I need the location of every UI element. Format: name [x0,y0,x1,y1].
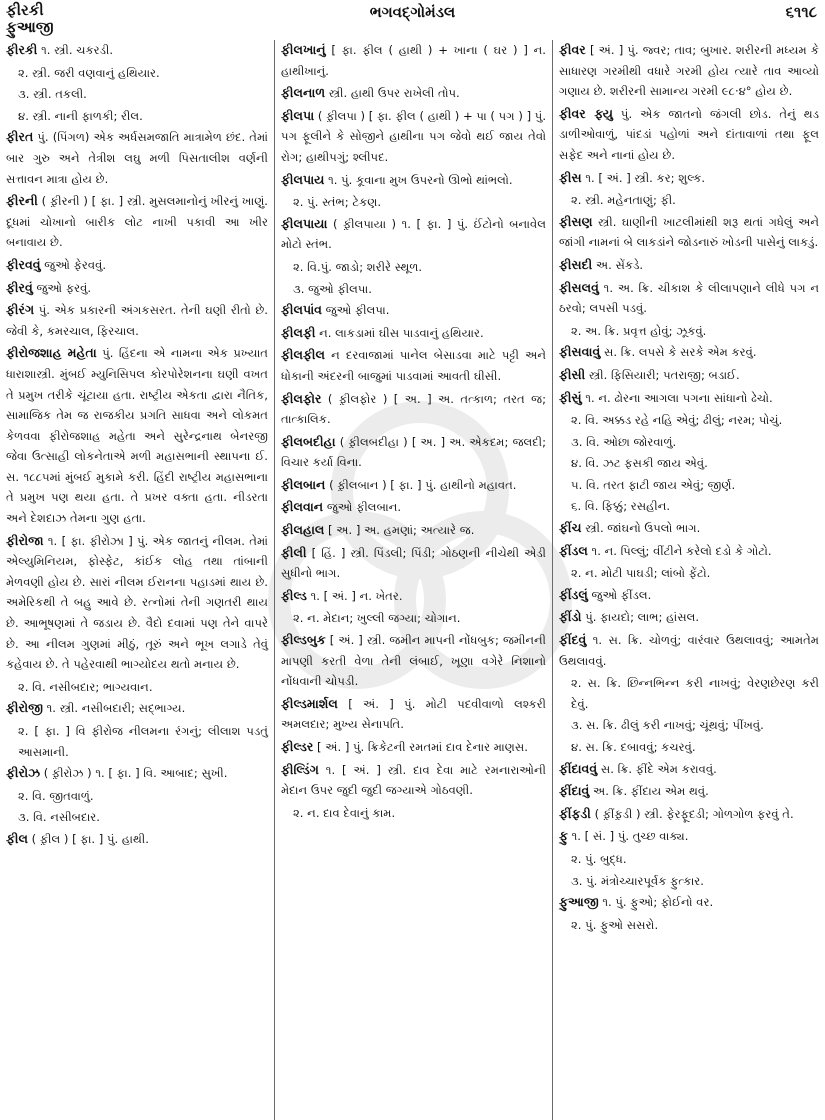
dictionary-entry [281,475,546,496]
entry-sense: ૩. જુઓ ફીલપા. [293,281,372,296]
column-middle [274,40,552,1120]
dictionary-entry [281,214,546,255]
entry-headword: ફીંડો [559,609,582,625]
column-right [552,40,825,1120]
entry-headword: ફીલપાયા [281,215,328,231]
entry-headword: ફીરોજશાહ મહેતા [6,345,97,361]
entry-headword: ફીલ્ડબુક [281,632,326,648]
dictionary-entry [6,191,268,253]
entry-sense: ૪. વિ. ઝટ ફસકી જાય એવું. [571,456,708,471]
entry-sense: ૨. વિ. અક્કડ રહે નહિ એવું; ઢીલું; નરમ; પોચું. [571,413,783,428]
entry-headword: ફીરવવું [6,256,41,272]
entry-definition: જુઓ ફીંડલ. [591,587,652,602]
entry-definition: ૧. ન. પિલ્લું; વીંટીને કરેલો દડો કે ગોટો. [591,543,772,558]
entry-headword: ફીસલવું [559,279,599,295]
entry-definition: ( ફ઼ીરની ) [ ફા. ] સ્ત્રી. મુસલમાનોનું ખીરનું ખાણું. દૂધમાં ચોખાનો બારીક લોટ નાખી પકાવી આ ખીર બનાવાય છે. [6,194,268,250]
entry-definition: સ્ત્રી. જાંઘનો ઉપલો ભાગ. [585,521,701,536]
entry-sense: ૨. અ. ક્રિ. પ્રવૃત્ત હોવું; ઝૂકવું. [571,323,707,338]
dictionary-entry [281,323,546,344]
dictionary-entry [559,607,819,628]
entry-definition: ૧. [ અં. ] સ્ત્રી. દાવ દેવા માટે રમનારાઓની મેદાન ઉપર જુદી જુદી જગ્યાએ ગોઠવણી. [281,762,546,798]
entry-definition: [ અં. ] પું. ક્રિકેટની રમતમાં દાવ દેનાર માણસ. [317,740,528,754]
guide-word-last: ફુઆજી [6,18,54,36]
dictionary-entry [559,342,819,363]
dictionary-entry [281,760,546,801]
entry-definition: સ. ક્રિ. ફીંદે એમ કરાવવું. [600,761,717,776]
entry-headword: ફીલનાળ [281,85,326,101]
dictionary-entry [281,106,546,168]
entry-sense: ૫. વિ. તરત ફાટી જાય એવું; જીર્ણ. [571,477,736,492]
entry-definition: ૧. [ ફા. ફીરોઝા ] પું. એક જાતનું નીલમ. તેમાં એલ્યુમિનિયમ, ફોસ્ફેટ, કાંઈક લોહ તથા તાંબાની મેળવણી હોય છે. સારાં નીલમ ઈરાનના પહાડમાં થાય છે. અમેરિકથી તે બહુ આવે છે. રત્નોમાં તેની ગણતરી થાય છે. આભૂષણમાં તે જડાય છે. વૈદો દવામાં પણ તેને વાપરે છે. આ નીલમ ગુણમાં મીઠું, તૂરું અને ભૂખ લગાડે તેવું કહેવાય છે. તે પહેરવાથી ભાગ્યોદય થતો મનાય છે. [6,533,268,672]
entry-sense: ૩. વિ. ઓછા જોરવાળું. [571,434,677,449]
entry-sense: ૨. ન. મોટી પાઘડી; લાંબો ફેંટો. [571,566,711,581]
entry-headword: ફીંફડી [559,805,591,821]
entry-definition: ૧. [ અં. ] સ્ત્રી. કર; શુલ્ક. [585,170,706,185]
dictionary-entry [281,586,546,607]
dictionary-entry [559,388,819,409]
entry-headword: ફીરવું [6,279,33,295]
dictionary-entry [559,518,819,539]
entry-headword: ફીલપા [281,107,315,123]
dictionary-entry [559,585,819,606]
entry-headword: ફીસ [559,169,582,185]
entry-definition: ( ફ઼ીંફ઼ડી ) સ્ત્રી. ફેરફૂદડી; ગોળગોળ ફરવું તે. [594,806,794,821]
entry-headword: ફીરકી [6,42,38,57]
entry-sense: ૬. વિ. ફિક્કું; રસહીન. [571,499,671,514]
dictionary-entry [281,300,546,321]
entry-headword: ફુ [559,828,568,844]
entry-definition: જુઓ ફીલપા. [325,303,390,318]
dictionary-columns [0,40,825,1120]
entry-sense: ૨. વિ. નસીબદાર; ભાગ્યવાન. [18,679,153,694]
entry-definition: ૧. પું. ફુઓ; ફોઈનો વર. [602,895,714,910]
entry-definition: ( ફ઼ીલ ) [ ફા. ] પું. હાથી. [31,831,149,846]
entry-headword: ફીલખાનું [281,42,326,57]
entry-definition: ૧. [ સં. ] પું. તુચ્છ વાક્ય. [571,829,689,844]
entry-headword: ફીલ્ડમાર્શલ [281,695,338,711]
entry-definition: જુઓ ફીલબાન. [326,500,402,515]
page-header [0,0,825,40]
entry-headword: ફીલ્ડ [281,587,307,603]
entry-headword: ફીરની [6,193,38,209]
entry-sense: ૪. સ્ત્રી. નાની ફાળકી; રીલ. [18,108,143,123]
entry-sense: ૨. વિ. જીતવાળું. [18,788,94,803]
dictionary-entry [281,40,546,81]
entry-headword: ફીલ [6,830,28,846]
entry-headword: ફીલ્ડર [281,739,314,754]
dictionary-entry [559,804,819,825]
entry-sense: ૨. સ્ત્રી. જરી વણવાનું હથિયાર. [18,65,160,80]
entry-headword: ફીલ્ડિંગ [281,761,319,777]
entry-definition: ૧. ન. ઢોરના આગલા પગના સાંધાનો ઢેચો. [585,390,773,405]
entry-headword: ફીલફોર [281,390,322,406]
entry-headword: ફીલપાંવ [281,302,322,318]
entry-headword: ફીરંગ [6,302,35,318]
entry-sense: ૨. પું. બુદ્ધ. [571,851,627,866]
entry-headword: ફીવર ફ્યુ [559,105,613,121]
entry-sense: ૨. સ. ક્રિ. છિન્નભિન્ન કરી નાખવું; વેરણછેરણ કરી દેવું. [571,676,819,711]
entry-definition: સ્ત્રી. હાથી ઉપર રાખેલી તોપ. [328,86,460,101]
entry-definition: ૧. સ્ત્રી. નસીબદારી; સદ્ભાગ્ય. [46,701,186,716]
entry-headword: ફીલફીલ [281,347,325,363]
dictionary-entry [559,168,819,189]
dictionary-entry [6,763,268,784]
entry-headword: ફીવર [559,42,586,57]
entry-definition: ( ફ઼ીલબાન ) [ ફા. ] પું. હાથીનો મહાવત. [329,477,517,492]
entry-definition: ૧. [ અં. ] ન. ખેતર. [310,588,403,603]
entry-sense: ૩. સ્ત્રી. તકલી. [18,87,87,102]
entry-headword: ફીસું [559,389,582,405]
entry-definition: સ. ક્રિ. લપસે કે સરકે એમ કરવું. [603,345,757,360]
dictionary-entry [559,781,819,802]
dictionary-entry [6,300,268,341]
entry-definition: અ. સેંકડે. [595,257,644,272]
dictionary-entry [281,630,546,692]
dictionary-entry [559,278,819,319]
dictionary-entry [559,40,819,102]
entry-definition: સ્ત્રી. ફિસિયારી; પતરાજી; બડાઈ. [588,367,740,382]
entry-definition: પું. એક જાતનો જંગલી છોડ. તેનું થડ ડાળીઓવાળું, પાંદડાં પહોળાં અને દાંતાવાળાં તથા ફૂલ સફેદ અને નાનાં હોય છે. [559,106,819,162]
dictionary-entry [281,737,546,758]
dictionary-entry [6,40,268,61]
entry-sense: ૨. [ ફા. ] વિ ફીરોજ નીલમના રંગનું; લીલાશ પડતું આસમાની. [18,724,268,759]
dictionary-entry [281,543,546,584]
entry-headword: ફીસવાવું [559,344,601,360]
entry-headword: ફીલહાલ [281,522,325,538]
book-title: ભગવદ્ગોમંડલ [369,3,456,21]
entry-headword: ફીંદાવવું [559,760,598,776]
entry-definition: [ ફા. ફીલ ( હાથી ) + ખાના ( ઘર ) ] ન. હાથીખાનું. [281,43,546,78]
dictionary-entry [559,541,819,562]
entry-headword: ફીલબાન [281,476,326,492]
dictionary-entry [559,759,819,780]
entry-definition: [ અં. ] પું. મોટી પદવીવાળો લશ્કરી અમલદાર; મુખ્ય સેનાપતિ. [281,696,546,732]
entry-headword: ફીંદાવું [559,783,590,799]
entry-sense: ૩. સ. ક્રિ. ઢીલું કરી નાખવું; ચૂંથવું; પીંખવું. [571,718,764,733]
entry-headword: ફીંચ [559,520,582,536]
dictionary-entry [559,630,819,671]
dictionary-entry [559,892,819,913]
entry-headword: ફીરોજા [6,532,44,548]
entry-headword: ફીસી [559,366,586,382]
entry-definition: ૧. પું. કૂવાના મુખ ઉપરનો ઊભો થાંભલો. [328,172,513,187]
dictionary-entry [6,698,268,719]
entry-definition: ૧. સ. ક્રિ. ચોળવું; વારંવાર ઉથલાવવું; આમતેમ ઉથલાવવું. [559,633,819,668]
entry-headword: ફીલબદીહા [281,433,336,449]
dictionary-entry [6,278,268,299]
dictionary-entry [281,432,546,473]
entry-definition: ૧. સ્ત્રી. ચકરડી. [41,43,114,57]
entry-headword: ફુઆજી [559,894,599,910]
entry-definition: સ્ત્રી. ઘાણીની ખાટલીમાંથી શરૂ થતાં ગધેલું અને જાંગી નામનાં બે લાકડાંને જોડનારું ખોડની પાસેનું લાકડું. [559,214,819,250]
entry-definition: [ અ. ] અ. હમણાં; અત્યારે જ. [328,523,475,538]
entry-sense: ૨. પું. ફુઓ સસરો. [571,917,659,932]
entry-definition: ( ફ઼ીલપાયા ) ૧. [ ફા. ] પું. ઈંટોનો બનાવેલ મોટો સ્તંભ. [281,216,546,252]
entry-definition: પું. એક પ્રકારની અંગકસરત. તેની ઘણી રીતો છે. જેવી કે, કમરચાલ, ફિરચાલ. [6,303,268,338]
entry-headword: ફીલપાય [281,171,325,187]
entry-headword: ફીસણ [559,213,593,229]
dictionary-entry [559,826,819,847]
entry-sense: ૨. સ્ત્રી. મહેનતાણું; ફી. [571,193,676,208]
dictionary-entry [6,255,268,276]
entry-headword: ફીલી [281,544,307,560]
entry-sense: ૩. પું. મંત્રોચ્ચારપૂર્વક ફુત્કાર. [571,873,704,888]
dictionary-entry [281,389,546,430]
dictionary-entry [281,520,546,541]
entry-definition: જુઓ ફરવું. [36,280,92,295]
entry-headword: ફીલફી [281,324,316,340]
entry-definition: [ અં. ] સ્ત્રી. જમીન માપની નોંધબુક; જમીનની માપણી કરતી વેળા તેની લંબાઈ, ખૂણા વગેરે નિશાનો નોંધવાની ચોપડી. [281,633,546,689]
dictionary-entry [559,365,819,386]
entry-sense: ૪. સ. ક્રિ. દબાવવું; કચરવું. [571,740,696,754]
entry-definition: ( ફ઼ીલબદીહા ) [ અ. ] અ. એકદમ; જલદી; વિચાર કર્યા વિના. [281,434,547,470]
entry-headword: ફીસદી [559,256,593,272]
entry-definition: ( ફ઼ીલપા ) [ ફા. ફીલ ( હાથી ) + પા ( પગ ) ] પું. પગ ફૂલીને કે સોજીને હાથીના પગ જેવો થઈ જાય તેવો રોગ; હાથીપગું; શ્લીપદ. [281,108,546,164]
entry-definition: ન દરવાજામાં પાનેલ બેસાડવા માટે પટ્ટી અને ધોકાની અંદરની બાજુમાં પાડવામાં આવતી ઘીસી. [281,348,546,383]
dictionary-entry [281,83,546,104]
entry-headword: ફીંદવું [559,632,587,648]
entry-definition: ૧. અ. ક્રિ. ચીકાશ કે લીલાપણાને લીધે પગ ન ઠરવો; લપસી પડવું. [559,280,819,316]
entry-definition: [ અં. ] પું. જ્વર; તાવ; બુખાર. શરીરની મધ્યમ કે સાધારણ ગરમીથી વધારે ગરમી હોય ત્યારે તાવ આવ્યો ગણાય છે. શરીરની સામાન્ય ગરમી ૯૮·૪° હોય છે. [559,43,819,99]
column-left [0,40,274,1120]
entry-sense: ૨. પું. સ્તંભ; ટેકણ. [293,195,382,210]
entry-headword: ફીરોજી [6,700,43,716]
entry-sense: ૨. વિ.પું. જાડો; શરીરે સ્થૂળ. [293,259,423,274]
entry-definition: પું. હિંદના એ નામના એક પ્રખ્યાત ધારાશાસ્ત્રી. મુંબઈ મ્યુનિસિપલ કોરપોરેશનના ઘણી વખત તે પ્રમુખ તરીકે ચૂંટાયા હતા. રાષ્ટ્રીય એકતા દ્વારા નૈતિક, સામાજિક તેમ જ રાજકીય પ્રગતિ સાધવા અને લોકમત કેળવવા ફીરોજશાહ મહેતા અને સુરેન્દ્રનાથ બેનરજી જેવા ઉત્સાહી લોકનેતાએ મળી મહાસભાની સ્થાપના ઈ. સ. ૧૮૮૫માં મુંબઈ મુકામે કરી. હિંદી રાષ્ટ્રીય મહાસભાના તે પ્રમુખ પણ થયા હતા. તે પ્રખર વક્તા હતા. નીડરતા અને દેશદાઝ તેમના ગુણ હતા. [6,346,268,526]
dictionary-entry [281,345,546,386]
entry-headword: ફીરત [6,129,34,145]
entry-sense: ૩. વિ. નસીબદાર. [18,810,100,825]
entry-definition: પું. (પિંગળ) એક અર્ધસમજાતિ માત્રામેળ છંદ. તેમાં બાર ગુરુ અને તેત્રીશ લઘુ મળી પિસતાલીશ વર્ણની સત્તાવન માત્રા હોય છે. [6,130,269,186]
entry-headword: ફીરોઝ [6,765,41,781]
entry-definition: પું. ફાયદો; લાભ; હાંસલ. [585,610,700,625]
dictionary-entry [281,170,546,191]
dictionary-entry [559,255,819,276]
dictionary-entry [6,127,268,189]
dictionary-entry [6,829,268,850]
dictionary-entry [6,531,268,675]
entry-definition: જુઓ ફેરવવું. [44,257,107,272]
dictionary-entry [559,104,819,166]
entry-headword: ફીલવાન [281,499,324,515]
guide-word-first: ફીરકી [6,1,44,19]
dictionary-entry [6,343,268,528]
entry-headword: ફીંડલું [559,586,588,602]
entry-definition: [ હિં. ] સ્ત્રી. પિંડલી; પિંડી; ગોઠણની નીચેથી એડી સુધીનો ભાગ. [281,545,546,581]
entry-definition: અ. ક્રિ. ફીંદાય એમ થવું. [593,784,709,799]
dictionary-entry [559,212,819,253]
entry-definition: ( ફ઼ીરોઝ ) ૧. [ ફા. ] વિ. આબાદ; સુખી. [43,766,228,781]
entry-headword: ફીંડલ [559,542,588,558]
dictionary-entry [281,694,546,735]
dictionary-entry [281,497,546,518]
page-number: ૬૧૧૮ [785,3,817,21]
entry-sense: ૨. ન. મેદાન; ખુલ્લી જગ્યા; ચોગાન. [293,611,461,626]
entry-definition: ( ફ઼ીલફોર ) [ અ. ] અ. તત્કાળ; તરત જ; તાત્કાલિક. [281,391,547,427]
entry-sense: ૨. ન. દાવ દેવાનું કામ. [293,805,396,820]
entry-definition: ન. લાકડામાં ઘીસ પાડવાનું હથિયાર. [319,325,484,340]
